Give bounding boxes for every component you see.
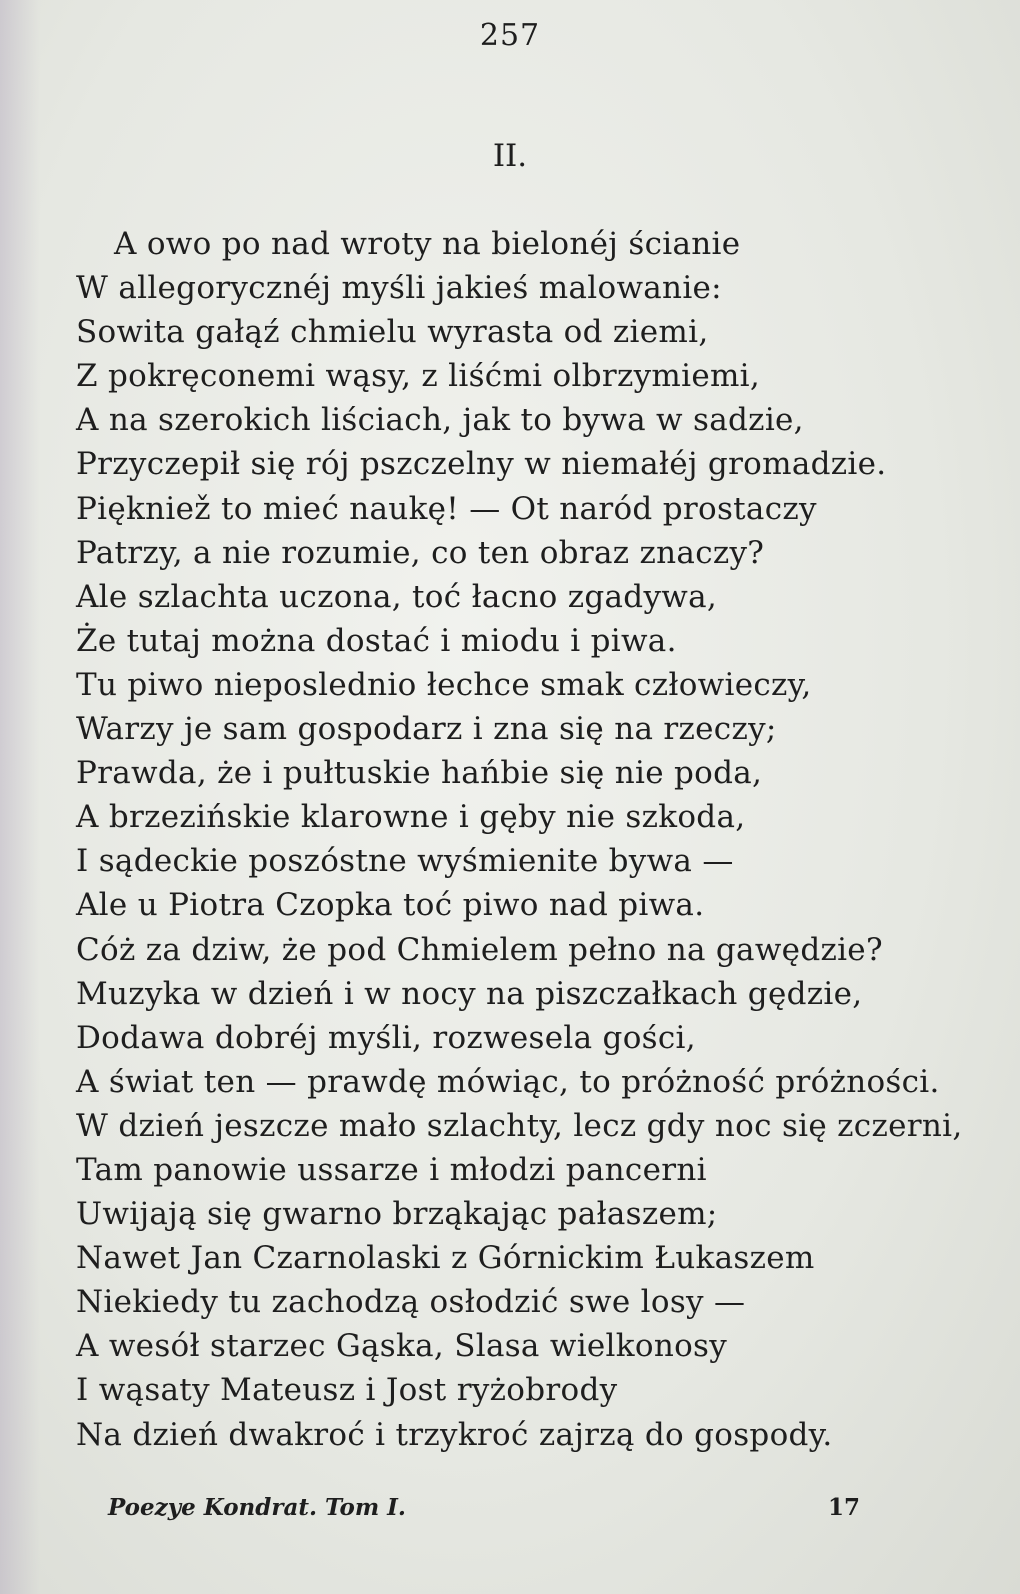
- page-shadow-edge: [0, 0, 40, 1594]
- verse-line: Przyczepił się rój pszczelny w niemałéj gromadzie.: [76, 446, 887, 483]
- verse-line: A brzezińskie klarowne i gęby nie szkoda,: [76, 799, 746, 836]
- verse-line: Na dzień dwakroć i trzykroć zajrzą do gospody.: [76, 1416, 833, 1453]
- footer-signature-mark: 17: [828, 1494, 861, 1521]
- verse-line: I sądeckie poszóstne wyśmienite bywa —: [76, 843, 734, 880]
- verse-line: Cóż za dziw, że pod Chmielem pełno na gawędzie?: [76, 931, 883, 968]
- verse-line: Niekiedy tu zachodzą osłodzić swe losy —: [76, 1284, 746, 1321]
- section-title: II.: [492, 138, 528, 174]
- poem-verse: [76, 222, 976, 1457]
- verse-line: Prawda, że i pułtuskie hańbie się nie poda,: [76, 755, 763, 792]
- verse-line: Patrzy, a nie rozumie, co ten obraz znaczy?: [76, 534, 765, 571]
- page-number: 257: [479, 18, 541, 53]
- verse-line: W allegorycznéj myśli jakieś malowanie:: [76, 270, 722, 307]
- verse-line: W dzień jeszcze mało szlachty, lecz gdy noc się zczerni,: [76, 1107, 963, 1144]
- verse-line: A świat ten — prawdę mówiąc, to próżność próżności.: [76, 1063, 940, 1100]
- verse-line: Piękniež to mieć naukę! — Ot naród prostaczy: [76, 490, 817, 527]
- verse-line: Że tutaj można dostać i miodu i piwa.: [76, 622, 677, 659]
- verse-line: Tu piwo nieposlednio łechce smak człowieczy,: [76, 666, 812, 703]
- verse-line: Tam panowie ussarze i młodzi pancerni: [76, 1151, 707, 1188]
- verse-line: Z pokręconemi wąsy, z liśćmi olbrzymiemi,: [76, 358, 761, 395]
- verse-line: I wąsaty Mateusz i Jost ryżobrody: [76, 1372, 618, 1409]
- verse-line: Dodawa dobréj myśli, rozwesela gości,: [76, 1019, 696, 1056]
- verse-line: Nawet Jan Czarnolaski z Górnickim Łukaszem: [76, 1240, 815, 1277]
- verse-line: Ale szlachta uczona, toć łacno zgadywa,: [76, 578, 718, 615]
- verse-line: Muzyka w dzień i w nocy na piszczałkach gędzie,: [76, 975, 863, 1012]
- verse-line: A owo po nad wroty na bielonéj ścianie: [114, 226, 741, 262]
- footer-book-title: Poezye Kondrat. Tom I.: [108, 1494, 406, 1521]
- verse-line: Warzy je sam gospodarz i zna się na rzeczy;: [76, 711, 777, 748]
- verse-line: A wesół starzec Gąska, Slasa wielkonosy: [76, 1328, 728, 1365]
- verse-line: Sowita gałąź chmielu wyrasta od ziemi,: [76, 314, 709, 351]
- verse-line: Ale u Piotra Czopka toć piwo nad piwa.: [76, 887, 705, 924]
- verse-line: Uwijają się gwarno brząkając pałaszem;: [76, 1196, 718, 1233]
- verse-line: A na szerokich liściach, jak to bywa w sadzie,: [76, 402, 804, 439]
